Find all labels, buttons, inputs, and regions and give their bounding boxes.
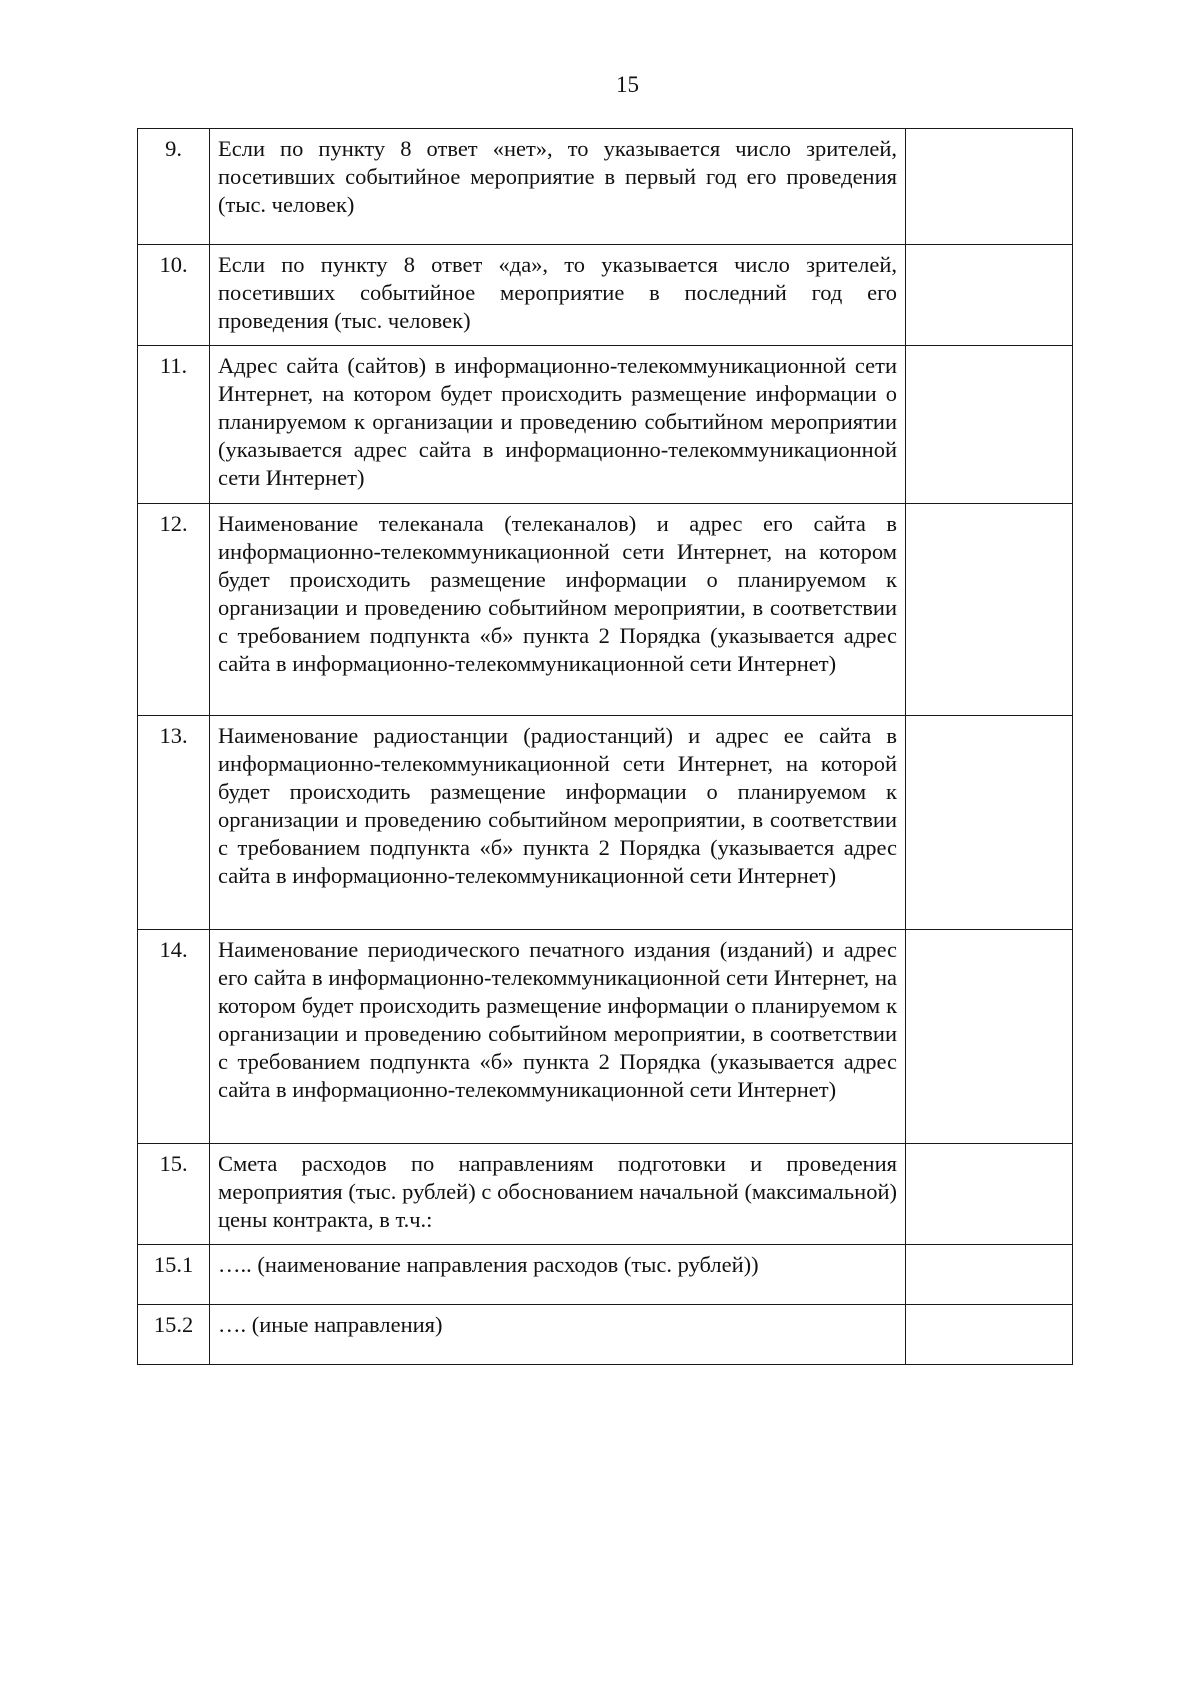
row-value-cell	[906, 930, 1073, 1144]
row-value-cell	[906, 346, 1073, 504]
table-row	[138, 1305, 1073, 1365]
row-description: Наименование радиостанции (радиостанций) и адрес ее сайта в информационно-телекоммуникационной сети Интернет, на которой будет происходить размещение информации о планируемом к организации и проведению событийном мероприятии, в соответствии с требованием подпункта «б» пункта 2 Порядка (указывается адрес сайта в информационно-телекоммуникационной сети Интернет)	[210, 716, 906, 930]
row-value-cell	[906, 1144, 1073, 1245]
row-description: Смета расходов по направлениям подготовки и проведения мероприятия (тыс. рублей) с обоснованием начальной (максимальной) цены контракта, в т.ч.:	[210, 1144, 906, 1245]
row-value-cell	[906, 1245, 1073, 1305]
table-row	[138, 1144, 1073, 1245]
row-description: Наименование периодического печатного издания (изданий) и адрес его сайта в информационно-телекоммуникационной сети Интернет, на котором будет происходить размещение информации о планируемом к организации и проведению событийном мероприятии, в соответствии с требованием подпункта «б» пункта 2 Порядка (указывается адрес сайта в информационно-телекоммуникационной сети Интернет)	[210, 930, 906, 1144]
row-number: 15.1	[138, 1245, 210, 1305]
row-number: 12.	[138, 504, 210, 716]
row-value-cell	[906, 245, 1073, 346]
row-description: Если по пункту 8 ответ «да», то указывается число зрителей, посетивших событийное мероприятие в последний год его проведения (тыс. человек)	[210, 245, 906, 346]
row-number: 11.	[138, 346, 210, 504]
row-value-cell	[906, 129, 1073, 245]
row-description: …. (иные направления)	[210, 1305, 906, 1365]
table-row	[138, 716, 1073, 930]
table-row	[138, 1245, 1073, 1305]
row-description: Если по пункту 8 ответ «нет», то указывается число зрителей, посетивших событийное мероприятие в первый год его проведения (тыс. человек)	[210, 129, 906, 245]
row-value-cell	[906, 504, 1073, 716]
row-number: 15.	[138, 1144, 210, 1245]
row-value-cell	[906, 716, 1073, 930]
table-row	[138, 504, 1073, 716]
row-number: 13.	[138, 716, 210, 930]
table-row	[138, 245, 1073, 346]
table-row	[138, 346, 1073, 504]
row-number: 9.	[138, 129, 210, 245]
page-number: 15	[616, 72, 639, 97]
form-table	[137, 128, 1073, 1365]
row-description: Адрес сайта (сайтов) в информационно-телекоммуникационной сети Интернет, на котором будет происходить размещение информации о планируемом к организации и проведению событийном мероприятии (указывается адрес сайта в информационно-телекоммуникационной сети Интернет)	[210, 346, 906, 504]
row-number: 14.	[138, 930, 210, 1144]
row-description: ….. (наименование направления расходов (тыс. рублей))	[210, 1245, 906, 1305]
row-value-cell	[906, 1305, 1073, 1365]
row-number: 10.	[138, 245, 210, 346]
table-row	[138, 129, 1073, 245]
table-row	[138, 930, 1073, 1144]
row-number: 15.2	[138, 1305, 210, 1365]
row-description: Наименование телеканала (телеканалов) и адрес его сайта в информационно-телекоммуникационной сети Интернет, на котором будет происходить размещение информации о планируемом к организации и проведению событийном мероприятии, в соответствии с требованием подпункта «б» пункта 2 Порядка (указывается адрес сайта в информационно-телекоммуникационной сети Интернет)	[210, 504, 906, 716]
